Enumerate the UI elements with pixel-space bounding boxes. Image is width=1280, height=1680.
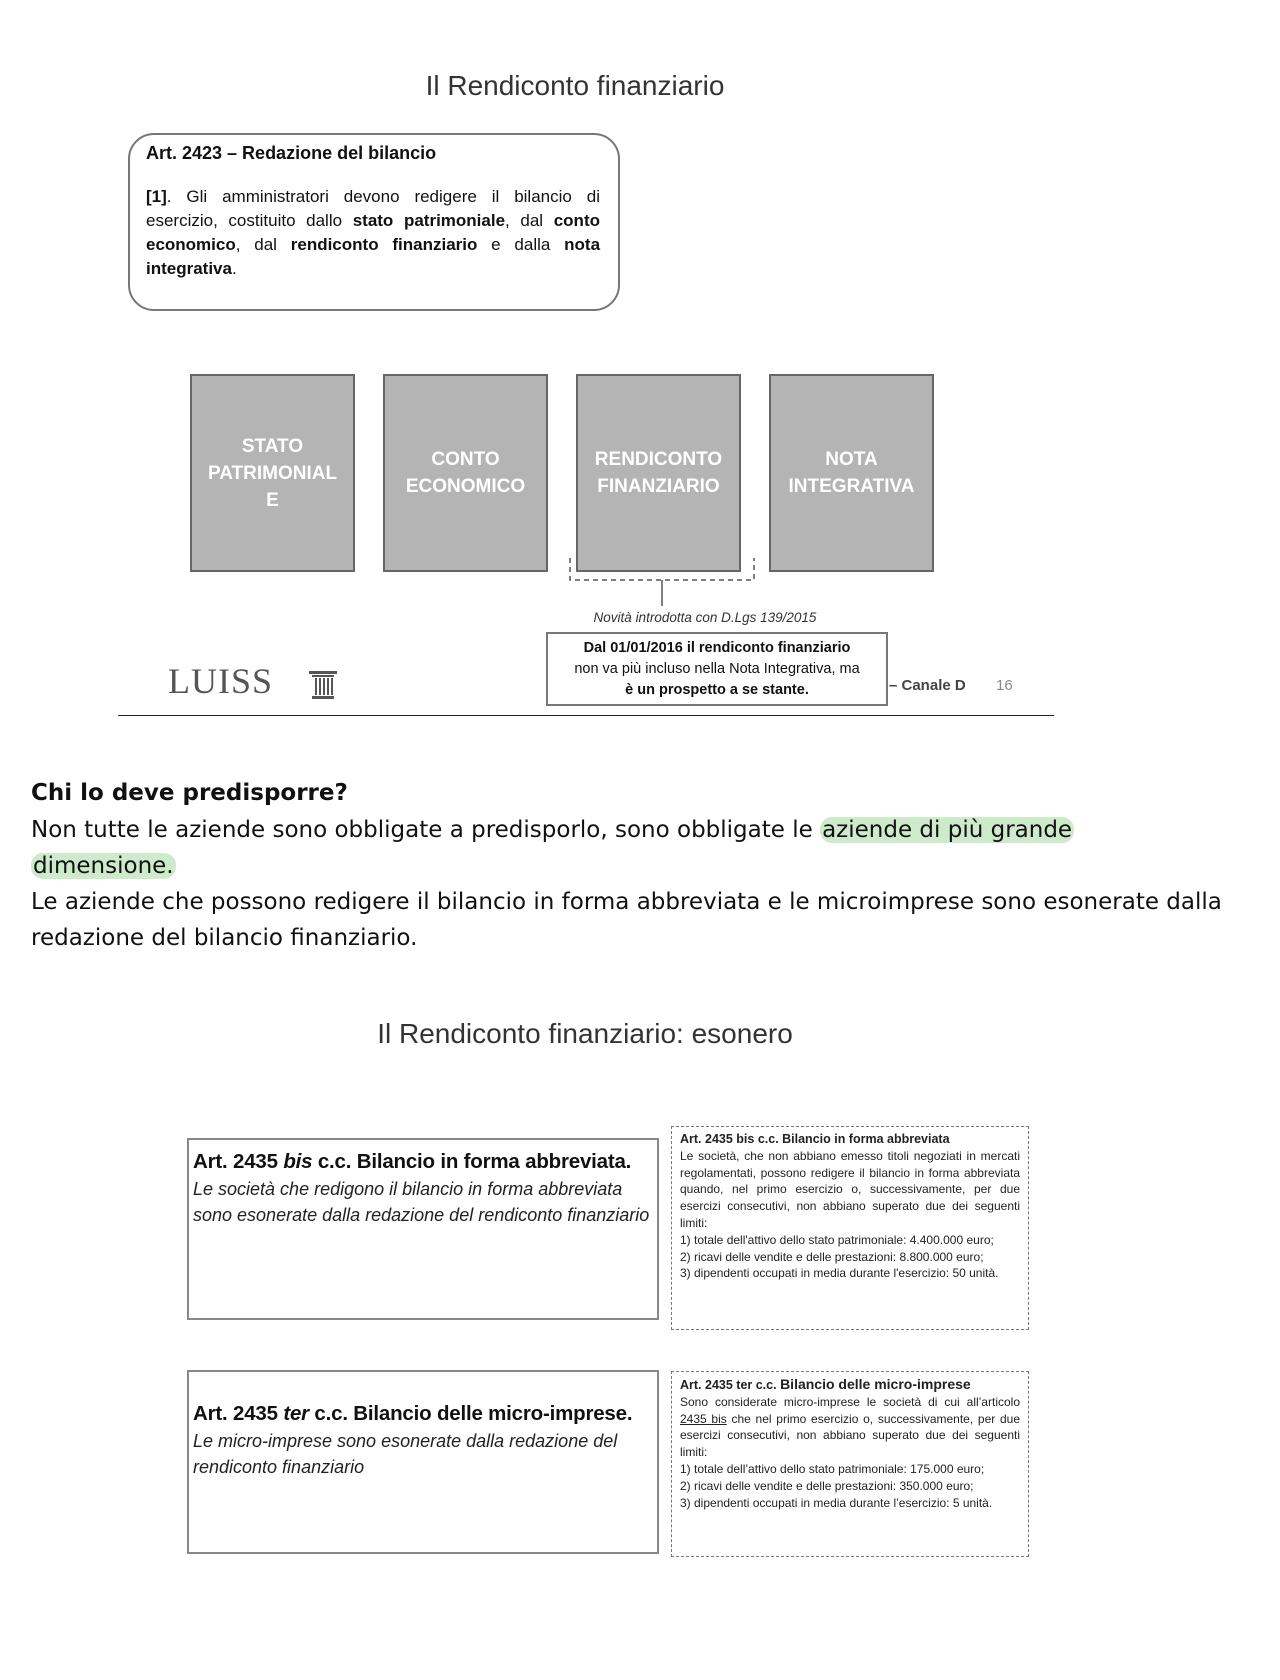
notes-paragraph-1: Non tutte le aziende sono obbligate a predisporlo, sono obbligate le aziende di più grande dimensione. [31,817,1073,879]
luiss-logo: LUISS [168,661,274,701]
article-body: [1]. Gli amministratori devono redigere il bilancio di esercizio, costituito dallo stato patrimoniale, dal conto economico, dal rendiconto finanziario e dalla nota integrativa. [146,187,601,278]
art-2435-bis-heading: Art. 2435 bis c.c. Bilancio in forma abbreviata. [193,1150,632,1173]
link-2435-bis[interactable]: 2435 bis [680,1411,727,1426]
notes-paragraph-2: Le aziende che possono redigere il bilancio in forma abbreviata e le microimprese sono esonerate dalla redazione del bilancio finanziario. [31,889,1222,951]
notes-question: Chi lo deve predisporre? [31,780,348,806]
slide2-title: Il Rendiconto finanziario: esonero [377,1018,793,1049]
box-rendiconto-finanziario: RENDICONTO FINANZIARIO [576,374,741,572]
art-2435-bis-box [187,1138,659,1320]
art-2435-ter-detail: Art. 2435 ter c.c. Bilancio delle micro-imprese Sono considerate micro-imprese le società di cui all’articolo 2435 bis che nel primo esercizio o, successivamente, per due esercizi consecutivi, non abbiano superato due dei seguenti limiti: 1) totale dell’attivo dello stato patrimoniale: 175.000 euro; 2) ricavi delle vendite e delle prestazioni: 350.000 euro; 3) dipendenti occupati in media durante l’esercizio: 5 unità. [671,1371,1029,1557]
slide-divider [118,715,1054,716]
box-stato-patrimoniale: STATO PATRIMONIAL E [190,374,355,572]
box-nota-integrativa: NOTA INTEGRATIVA [769,374,934,572]
art-2435-bis-detail: Art. 2435 bis c.c. Bilancio in forma abbreviata Le società, che non abbiano emesso titoli negoziati in mercati regolamentati, possono redigere il bilancio in forma abbreviata quando, nel primo esercizio o, successivamente, per due esercizi consecutivi, non abbiano superato due dei seguenti limiti: 1) totale dell'attivo dello stato patrimoniale: 4.400.000 euro; 2) ricavi delle vendite e delle prestazioni: 8.800.000 euro; 3) dipendenti occupati in media durante l'esercizio: 50 unità. [671,1126,1029,1330]
novita-label: Novità introdotta con D.Lgs 139/2015 [593,610,817,625]
dashed-brace [568,556,758,606]
art-2435-bis-body: Le società che redigono il bilancio in forma abbreviata sono esonerate dalla redazione del rendiconto finanziario [193,1179,650,1225]
column-logo-icon [307,668,339,700]
slide-title: Il Rendiconto finanziario [425,70,725,101]
article-2423-box [128,133,620,311]
dal-2016-box: Dal 01/01/2016 il rendiconto finanziario non va più incluso nella Nota Integrativa, ma è un prospetto a se stante. [546,632,888,706]
art-2435-ter-heading: Art. 2435 ter c.c. Bilancio delle micro-imprese. [193,1402,633,1425]
page-number: 16 [996,677,1013,694]
box-conto-economico: CONTO ECONOMICO [383,374,548,572]
art-2435-ter-box [187,1370,659,1554]
footer-canale: – Canale D [889,677,966,694]
art-2435-ter-body: Le micro-imprese sono esonerate dalla redazione del rendiconto finanziario [193,1431,618,1477]
article-heading: Art. 2423 – Redazione del bilancio [146,143,437,163]
